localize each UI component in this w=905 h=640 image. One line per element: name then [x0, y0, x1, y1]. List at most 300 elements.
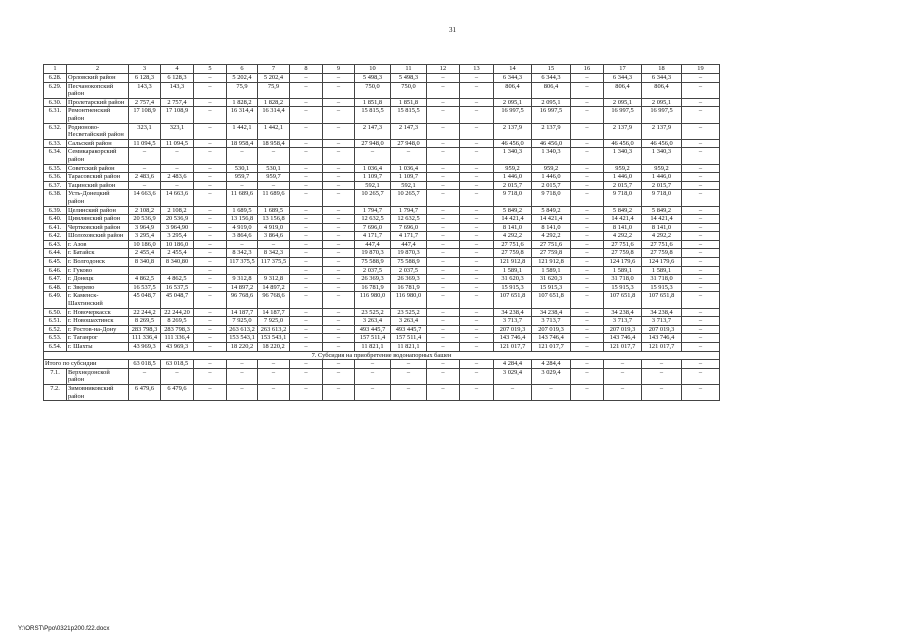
header-cell: 3: [129, 65, 161, 74]
value-cell: 6 344,3: [532, 74, 571, 83]
row-number: 6.30.: [44, 98, 67, 107]
value-cell: 6 128,3: [161, 74, 194, 83]
value-cell: 16 997,5: [642, 107, 682, 123]
value-cell: –: [427, 275, 460, 284]
value-cell: 263 613,2: [227, 325, 258, 334]
value-cell: 1 828,2: [258, 98, 290, 107]
value-cell: –: [682, 190, 720, 206]
value-cell: –: [290, 148, 323, 164]
value-cell: 75 588,9: [391, 258, 427, 267]
value-cell: –: [460, 283, 494, 292]
value-cell: –: [129, 148, 161, 164]
value-cell: –: [194, 317, 227, 326]
value-cell: 1 851,8: [355, 98, 391, 107]
value-cell: 283 798,3: [161, 325, 194, 334]
row-number: 6.29.: [44, 82, 67, 98]
value-cell: 23 525,2: [391, 308, 427, 317]
value-cell: 5 202,4: [227, 74, 258, 83]
row-name: Цимлянский район: [67, 215, 129, 224]
value-cell: –: [532, 384, 571, 400]
value-cell: –: [682, 215, 720, 224]
budget-table: [43, 64, 720, 401]
value-cell: –: [323, 343, 355, 352]
value-cell: –: [682, 334, 720, 343]
row-name: г. Новочеркасск: [67, 308, 129, 317]
value-cell: 750,0: [391, 82, 427, 98]
value-cell: –: [460, 275, 494, 284]
value-cell: –: [460, 139, 494, 148]
header-cell: 8: [290, 65, 323, 74]
value-cell: 7 696,0: [355, 223, 391, 232]
value-cell: –: [391, 360, 427, 369]
value-cell: –: [290, 275, 323, 284]
value-cell: 283 798,3: [129, 325, 161, 334]
value-cell: 117 375,5: [227, 258, 258, 267]
value-cell: 46 456,0: [604, 139, 642, 148]
value-cell: 2 037,5: [355, 266, 391, 275]
value-cell: –: [571, 232, 604, 241]
value-cell: –: [571, 173, 604, 182]
value-cell: –: [642, 368, 682, 384]
value-cell: 207 019,3: [642, 325, 682, 334]
value-cell: 1 589,1: [642, 266, 682, 275]
value-cell: –: [682, 384, 720, 400]
header-cell: 18: [642, 65, 682, 74]
value-cell: 18 958,4: [258, 139, 290, 148]
table-row: [44, 292, 720, 308]
value-cell: –: [682, 148, 720, 164]
value-cell: –: [290, 215, 323, 224]
value-cell: 806,4: [604, 82, 642, 98]
row-number: 6.39.: [44, 206, 67, 215]
value-cell: –: [194, 360, 227, 369]
value-cell: –: [194, 206, 227, 215]
row-name: Семикаракорский район: [67, 148, 129, 164]
value-cell: –: [682, 173, 720, 182]
value-cell: –: [194, 343, 227, 352]
value-cell: 1 589,1: [604, 266, 642, 275]
value-cell: –: [460, 164, 494, 173]
value-cell: –: [682, 249, 720, 258]
value-cell: –: [194, 223, 227, 232]
value-cell: –: [571, 249, 604, 258]
value-cell: –: [427, 360, 460, 369]
value-cell: –: [642, 384, 682, 400]
value-cell: –: [427, 190, 460, 206]
value-cell: –: [290, 240, 323, 249]
value-cell: 107 651,8: [494, 292, 532, 308]
value-cell: –: [161, 148, 194, 164]
value-cell: –: [571, 215, 604, 224]
value-cell: 9 718,0: [604, 190, 642, 206]
header-cell: 6: [227, 65, 258, 74]
value-cell: –: [323, 206, 355, 215]
value-cell: 1 340,3: [532, 148, 571, 164]
row-name: Шолоховский район: [67, 232, 129, 241]
row-number: 6.43.: [44, 240, 67, 249]
value-cell: –: [427, 82, 460, 98]
value-cell: –: [571, 181, 604, 190]
value-cell: –: [194, 240, 227, 249]
value-cell: 14 421,4: [604, 215, 642, 224]
value-cell: 2 137,9: [604, 123, 642, 139]
row-number: 6.41.: [44, 223, 67, 232]
value-cell: 15 815,5: [391, 107, 427, 123]
table-row: [44, 258, 720, 267]
value-cell: 10 265,7: [355, 190, 391, 206]
value-cell: –: [571, 317, 604, 326]
value-cell: 207 019,3: [532, 325, 571, 334]
value-cell: –: [290, 368, 323, 384]
header-cell: 14: [494, 65, 532, 74]
value-cell: –: [194, 107, 227, 123]
value-cell: 19 870,3: [391, 249, 427, 258]
value-cell: –: [290, 317, 323, 326]
value-cell: 750,0: [355, 82, 391, 98]
value-cell: 14 663,6: [129, 190, 161, 206]
value-cell: 14 421,4: [494, 215, 532, 224]
value-cell: 7 925,0: [227, 317, 258, 326]
value-cell: –: [427, 74, 460, 83]
table-row: [44, 107, 720, 123]
table-row: [44, 190, 720, 206]
value-cell: 121 912,8: [494, 258, 532, 267]
value-cell: –: [571, 283, 604, 292]
header-cell: 15: [532, 65, 571, 74]
value-cell: –: [571, 325, 604, 334]
value-cell: –: [427, 181, 460, 190]
table-row: [44, 123, 720, 139]
value-cell: 43 969,3: [161, 343, 194, 352]
value-cell: –: [460, 190, 494, 206]
value-cell: –: [290, 325, 323, 334]
row-number: 6.38.: [44, 190, 67, 206]
value-cell: 959,2: [604, 164, 642, 173]
value-cell: –: [460, 266, 494, 275]
value-cell: 11 689,6: [227, 190, 258, 206]
value-cell: 157 511,4: [355, 334, 391, 343]
value-cell: –: [571, 82, 604, 98]
value-cell: –: [194, 148, 227, 164]
value-cell: 2 147,3: [355, 123, 391, 139]
value-cell: –: [682, 343, 720, 352]
value-cell: –: [323, 266, 355, 275]
value-cell: –: [571, 266, 604, 275]
value-cell: –: [194, 334, 227, 343]
value-cell: –: [571, 206, 604, 215]
value-cell: 2 015,7: [494, 181, 532, 190]
value-cell: 5 202,4: [258, 74, 290, 83]
value-cell: –: [682, 360, 720, 369]
value-cell: 12 632,5: [355, 215, 391, 224]
value-cell: 8 141,0: [604, 223, 642, 232]
value-cell: 2 757,4: [161, 98, 194, 107]
value-cell: 3 295,4: [161, 232, 194, 241]
value-cell: –: [355, 368, 391, 384]
value-cell: 8 342,3: [227, 249, 258, 258]
value-cell: 207 019,3: [604, 325, 642, 334]
value-cell: 3 964,9: [129, 223, 161, 232]
value-cell: 23 525,2: [355, 308, 391, 317]
value-cell: –: [227, 240, 258, 249]
row-number: 6.33.: [44, 139, 67, 148]
value-cell: 530,1: [227, 164, 258, 173]
value-cell: 15 915,3: [604, 283, 642, 292]
value-cell: 22 244,20: [161, 308, 194, 317]
table-row: [44, 215, 720, 224]
value-cell: –: [460, 325, 494, 334]
value-cell: 4 919,0: [258, 223, 290, 232]
row-name: г. Азов: [67, 240, 129, 249]
value-cell: –: [290, 82, 323, 98]
row-number: 6.34.: [44, 148, 67, 164]
value-cell: –: [460, 74, 494, 83]
value-cell: 15 915,3: [642, 283, 682, 292]
header-cell: 4: [161, 65, 194, 74]
row-name: г. Каменск-Шахтинский: [67, 292, 129, 308]
value-cell: –: [323, 232, 355, 241]
value-cell: –: [323, 164, 355, 173]
value-cell: –: [194, 266, 227, 275]
value-cell: –: [323, 249, 355, 258]
value-cell: –: [290, 283, 323, 292]
row-number: 6.51.: [44, 317, 67, 326]
value-cell: –: [460, 258, 494, 267]
value-cell: 16 997,5: [604, 107, 642, 123]
value-cell: –: [682, 283, 720, 292]
value-cell: 493 445,7: [355, 325, 391, 334]
value-cell: –: [355, 360, 391, 369]
value-cell: 116 980,0: [355, 292, 391, 308]
value-cell: 121 017,7: [604, 343, 642, 352]
value-cell: –: [571, 74, 604, 83]
value-cell: –: [682, 325, 720, 334]
value-cell: 153 543,1: [227, 334, 258, 343]
value-cell: 14 187,7: [258, 308, 290, 317]
value-cell: 2 455,4: [129, 249, 161, 258]
row-name: г. Батайск: [67, 249, 129, 258]
value-cell: 4 862,5: [161, 275, 194, 284]
value-cell: 2 015,7: [642, 181, 682, 190]
value-cell: 15 815,5: [355, 107, 391, 123]
value-cell: 9 718,0: [494, 190, 532, 206]
row-name: Советский район: [67, 164, 129, 173]
value-cell: –: [323, 240, 355, 249]
value-cell: 806,4: [532, 82, 571, 98]
value-cell: 9 718,0: [532, 190, 571, 206]
value-cell: –: [323, 384, 355, 400]
value-cell: –: [427, 343, 460, 352]
value-cell: 5 849,2: [532, 206, 571, 215]
value-cell: 5 498,3: [355, 74, 391, 83]
value-cell: –: [194, 258, 227, 267]
value-cell: –: [571, 360, 604, 369]
value-cell: –: [194, 74, 227, 83]
value-cell: 143 746,4: [532, 334, 571, 343]
value-cell: 46 456,0: [532, 139, 571, 148]
value-cell: 14 663,6: [161, 190, 194, 206]
table-row: [44, 334, 720, 343]
row-name: Песчанокопский район: [67, 82, 129, 98]
section-title: 7. Субсидия на приобретение водонапорных башен: [44, 351, 720, 360]
header-cell: 12: [427, 65, 460, 74]
value-cell: 17 108,9: [129, 107, 161, 123]
value-cell: –: [460, 232, 494, 241]
value-cell: –: [682, 139, 720, 148]
value-cell: 46 456,0: [494, 139, 532, 148]
value-cell: –: [571, 343, 604, 352]
value-cell: 2 015,7: [604, 181, 642, 190]
table-row: [44, 343, 720, 352]
section-row: [44, 351, 720, 360]
value-cell: –: [323, 368, 355, 384]
value-cell: –: [427, 292, 460, 308]
value-cell: –: [571, 292, 604, 308]
value-cell: 75,9: [258, 82, 290, 98]
value-cell: [129, 266, 161, 275]
value-cell: –: [460, 181, 494, 190]
value-cell: 9 312,8: [258, 275, 290, 284]
row-name: Целинский район: [67, 206, 129, 215]
value-cell: –: [194, 215, 227, 224]
value-cell: 4 284,4: [532, 360, 571, 369]
value-cell: 143,3: [129, 82, 161, 98]
value-cell: 27 759,8: [604, 249, 642, 258]
value-cell: –: [682, 308, 720, 317]
value-cell: 2 483,6: [161, 173, 194, 182]
value-cell: –: [323, 98, 355, 107]
value-cell: –: [571, 258, 604, 267]
value-cell: –: [161, 368, 194, 384]
value-cell: –: [571, 368, 604, 384]
header-cell: 10: [355, 65, 391, 74]
row-number: 6.50.: [44, 308, 67, 317]
value-cell: 2 147,3: [391, 123, 427, 139]
value-cell: –: [290, 292, 323, 308]
value-cell: –: [290, 190, 323, 206]
value-cell: –: [571, 308, 604, 317]
value-cell: 12 632,5: [391, 215, 427, 224]
row-number: 6.31.: [44, 107, 67, 123]
value-cell: –: [194, 275, 227, 284]
row-name: Тацинский район: [67, 181, 129, 190]
value-cell: [258, 266, 290, 275]
value-cell: –: [194, 173, 227, 182]
value-cell: –: [460, 317, 494, 326]
value-cell: 3 964,90: [161, 223, 194, 232]
value-cell: 14 897,2: [258, 283, 290, 292]
value-cell: 1 446,0: [604, 173, 642, 182]
value-cell: 1 794,7: [391, 206, 427, 215]
value-cell: 43 969,3: [129, 343, 161, 352]
value-cell: –: [323, 317, 355, 326]
header-cell: 9: [323, 65, 355, 74]
value-cell: –: [460, 384, 494, 400]
value-cell: –: [571, 98, 604, 107]
value-cell: [227, 266, 258, 275]
value-cell: –: [460, 240, 494, 249]
value-cell: 11 094,5: [129, 139, 161, 148]
table-row: [44, 181, 720, 190]
row-number: 6.49.: [44, 292, 67, 308]
value-cell: –: [391, 148, 427, 164]
page-number: 31: [449, 26, 456, 34]
value-cell: 22 244,2: [129, 308, 161, 317]
value-cell: –: [571, 190, 604, 206]
value-cell: –: [194, 181, 227, 190]
value-cell: 10 265,7: [391, 190, 427, 206]
value-cell: –: [129, 164, 161, 173]
value-cell: 1 036,4: [391, 164, 427, 173]
value-cell: –: [323, 139, 355, 148]
value-cell: 1 446,0: [642, 173, 682, 182]
value-cell: 263 613,2: [258, 325, 290, 334]
value-cell: 143,3: [161, 82, 194, 98]
value-cell: 27 751,6: [642, 240, 682, 249]
value-cell: –: [194, 232, 227, 241]
value-cell: –: [323, 308, 355, 317]
value-cell: 323,1: [129, 123, 161, 139]
table-row: [44, 223, 720, 232]
table-row: [44, 82, 720, 98]
header-cell: 2: [67, 65, 129, 74]
value-cell: 5 849,2: [494, 206, 532, 215]
value-cell: 16 314,4: [227, 107, 258, 123]
value-cell: 2 455,4: [161, 249, 194, 258]
value-cell: 493 445,7: [391, 325, 427, 334]
value-cell: 959,7: [227, 173, 258, 182]
value-cell: 2 108,2: [161, 206, 194, 215]
value-cell: –: [129, 181, 161, 190]
table-row: [44, 240, 720, 249]
header-cell: 13: [460, 65, 494, 74]
value-cell: 2 095,1: [532, 98, 571, 107]
value-cell: –: [494, 384, 532, 400]
value-cell: 13 156,8: [258, 215, 290, 224]
row-name: г. Волгодонск: [67, 258, 129, 267]
value-cell: 8 342,3: [258, 249, 290, 258]
value-cell: –: [258, 148, 290, 164]
value-cell: 18 220,2: [258, 343, 290, 352]
row-name: Зимовниковский район: [67, 384, 129, 400]
value-cell: –: [194, 164, 227, 173]
value-cell: –: [290, 360, 323, 369]
value-cell: –: [427, 206, 460, 215]
value-cell: –: [227, 360, 258, 369]
value-cell: –: [427, 325, 460, 334]
value-cell: 3 864,6: [258, 232, 290, 241]
value-cell: 107 651,8: [604, 292, 642, 308]
value-cell: 2 037,5: [391, 266, 427, 275]
value-cell: 11 689,6: [258, 190, 290, 206]
value-cell: –: [194, 308, 227, 317]
value-cell: 10 186,0: [129, 240, 161, 249]
value-cell: –: [227, 384, 258, 400]
value-cell: 121 017,7: [494, 343, 532, 352]
value-cell: 124 179,6: [604, 258, 642, 267]
value-cell: 20 536,9: [161, 215, 194, 224]
value-cell: 2 137,9: [642, 123, 682, 139]
value-cell: –: [290, 181, 323, 190]
value-cell: 11 094,5: [161, 139, 194, 148]
value-cell: 34 238,4: [532, 308, 571, 317]
value-cell: 1 589,1: [494, 266, 532, 275]
row-name: Пролетарский район: [67, 98, 129, 107]
value-cell: –: [682, 368, 720, 384]
header-cell: 5: [194, 65, 227, 74]
row-number: 6.37.: [44, 181, 67, 190]
value-cell: 14 897,2: [227, 283, 258, 292]
